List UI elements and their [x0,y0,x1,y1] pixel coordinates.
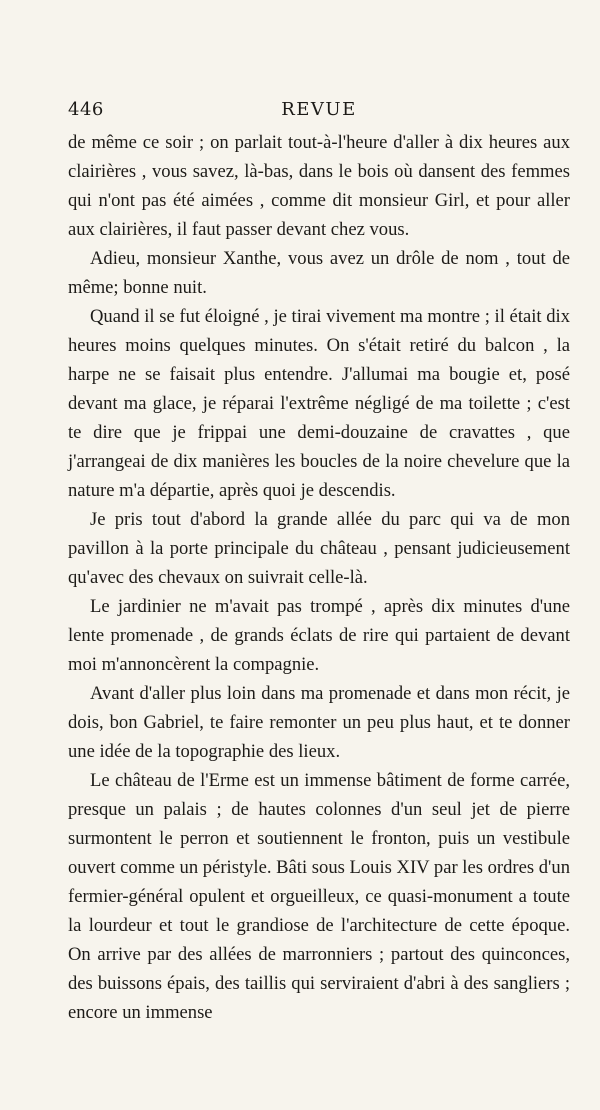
paragraph: Je pris tout d'abord la grande allée du parc qui va de mon pavillon à la porte principale du château , pensant judicieusement qu'avec des chevaux on suivrait celle-là. [68,509,570,588]
paragraph: Avant d'aller plus loin dans ma promenade et dans mon récit, je dois, bon Gabriel, te faire remonter un peu plus haut, et te donner une idée de la topographie des lieux. [68,683,570,762]
paragraph: Adieu, monsieur Xanthe, vous avez un drôle de nom , tout de même; bonne nuit. [68,248,570,298]
paragraph: Le jardinier ne m'avait pas trompé , après dix minutes d'une lente promenade , de grands éclats de rire qui partaient de devant moi m'annoncèrent la compagnie. [68,596,570,675]
paragraph-continued: de même ce soir ; on parlait tout-à-l'heure d'aller à dix heures aux clairières , vous savez, là-bas, dans le bois où dansent des femmes qui n'ont pas été aimées , comme dit monsieur Girl, et pour aller aux clairières, il faut passer devant chez vous. [68,132,570,240]
page-header [68,99,570,129]
running-head: REVUE [281,99,357,120]
paragraph: Quand il se fut éloigné , je tirai vivement ma montre ; il était dix heures moins quelques minutes. On s'était retiré du balcon , la harpe ne se faisait plus entendre. J'allumai ma bougie et, posé devant ma glace, je réparai l'extrême négligé de ma toilette ; c'est te dire que je frippai une demi-douzaine de cravattes , que j'arrangeai de dix manières les boucles de la noire chevelure que la nature m'a départie, après quoi je descendis. [68,306,570,501]
paragraph: Le château de l'Erme est un immense bâtiment de forme carrée, presque un palais ; de hautes colonnes d'un seul jet de pierre surmontent le perron et soutiennent le fronton, puis un vestibule ouvert comme un péristyle. Bâti sous Louis XIV par les ordres d'un fermier-général opulent et orgueilleux, ce quasi-monument a toute la lourdeur et tout le grandiose de l'architecture de cette époque. On arrive par des allées de marronniers ; partout des quinconces, des buissons épais, des taillis qui serviraient d'abri à des sangliers ; encore un immense [68,770,570,1023]
body-text [68,128,570,1027]
page-number: 446 [68,99,104,120]
